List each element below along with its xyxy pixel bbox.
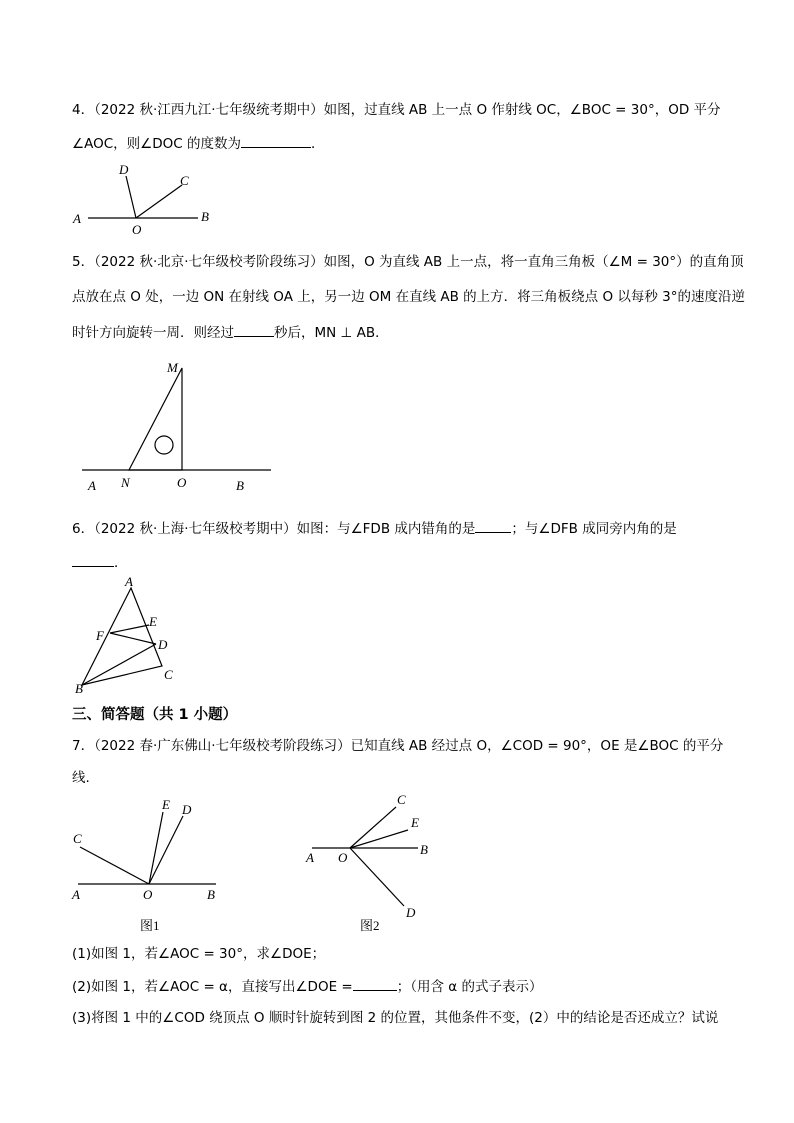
q5-label-n: N (121, 475, 130, 490)
q7-fig2-label-a: A (306, 850, 314, 865)
q4-ray-oc (136, 185, 182, 218)
q4-text-line2 (72, 133, 325, 153)
q6-triangle-abc (82, 588, 162, 685)
q7-sub-question-1: (1)如图 1，若∠AOC = 30°，求∠DOE； (72, 946, 326, 962)
q6-label-f: F (96, 628, 104, 643)
q5-label-m: M (167, 360, 178, 375)
q4-ray-od (126, 176, 136, 218)
q5-answer-blank (234, 322, 274, 337)
q7-fig1-label-c: C (73, 831, 82, 846)
q6-text-line1-start: 6．（2022 秋·上海·七年级校考期中）如图：与∠FDB 成内错角的是 (72, 521, 476, 537)
q7-fig2-label-b: B (420, 842, 428, 857)
q5-triangle (129, 368, 182, 470)
q7-fig2-caption: 图2 (360, 918, 380, 933)
q6-label-d: D (158, 637, 168, 652)
q7-sub-question-3: (3)将图 1 中的∠COD 绕顶点 O 顺时针旋转到图 2 的位置，其他条件不变，(2）中的结论是否还成立？试说 (72, 1010, 719, 1026)
q4-text-line1: 4．（2022 秋·江西九江·七年级统考期中）如图，过直线 AB 上一点 O 作射线 OC，∠BOC = 30°，OD 平分 (72, 102, 721, 118)
q7-figure-2 (300, 790, 440, 940)
q4-answer-blank (241, 133, 311, 148)
q6-answer-blank-2 (72, 552, 114, 567)
q7-sub-question-2 (72, 976, 542, 996)
q6-segment-fe (110, 625, 149, 633)
q6-label-a: A (125, 574, 133, 589)
q6-text-line1 (72, 518, 677, 538)
q6-text-line2 (72, 552, 128, 572)
q7-fig2-ray-od (350, 848, 404, 906)
q5-figure (78, 356, 278, 496)
q4-text-line2-end: ． (311, 136, 325, 152)
q7-fig1-caption: 图1 (140, 918, 160, 933)
q7-fig1-label-d: D (182, 802, 192, 817)
q7-sub2-start: (2)如图 1，若∠AOC = α，直接写出∠DOE = (72, 979, 353, 995)
q4-label-d: D (119, 162, 129, 177)
q4-label-a: A (73, 211, 81, 226)
q7-fig2-label-d: D (406, 905, 416, 920)
section-title: 三、简答题（共 1 小题） (72, 707, 238, 723)
q7-fig2-label-o: O (338, 850, 348, 865)
q7-figure-1 (66, 792, 236, 942)
q7-fig1-label-a: A (72, 887, 80, 902)
q4-figure (70, 158, 230, 238)
q4-text-line2-start: ∠AOC，则∠DOC 的度数为 (72, 136, 241, 152)
q6-answer-blank-1 (475, 518, 511, 533)
q7-text-line2: 线. (72, 770, 90, 786)
q7-fig1-ray-od (149, 816, 183, 884)
q4-label-c: C (180, 173, 189, 188)
q5-text-line2: 点放在点 O 处，一边 ON 在射线 OA 上，另一边 OM 在直线 AB 的上方．将三角板绕点 O 以每秒 3°的速度沿逆 (72, 289, 745, 305)
q7-fig2-label-e: E (411, 815, 419, 830)
q5-label-b: B (236, 478, 244, 493)
q5-text-line3 (72, 322, 389, 342)
q6-figure (70, 574, 190, 699)
q7-fig2-ray-oe (350, 830, 408, 848)
q7-fig1-label-e: E (162, 797, 170, 812)
q5-text-line3-end: 秒后，MN ⊥ AB． (274, 325, 389, 341)
q7-fig1-ray-oc (80, 847, 149, 884)
q6-segment-bd (82, 644, 156, 685)
q7-text-line1: 7．（2022 春·广东佛山·七年级校考阶段练习）已知直线 AB 经过点 O，∠COD = 90°，OE 是∠BOC 的平分 (72, 738, 724, 754)
q4-label-o: O (132, 222, 142, 237)
q7-fig1-ray-oe (149, 812, 163, 884)
q7-fig2-ray-oc (350, 807, 396, 848)
q6-text-line2-end: ． (114, 555, 128, 571)
q7-fig1-label-o: O (143, 887, 153, 902)
q7-fig2-label-c: C (397, 792, 406, 807)
q7-fig1-label-b: B (207, 887, 215, 902)
q6-label-e: E (149, 614, 157, 629)
q5-label-a: A (88, 478, 96, 493)
q6-label-b: B (75, 681, 83, 696)
q6-label-c: C (164, 667, 173, 682)
q7-sub2-end: ；（用含 α 的式子表示） (396, 979, 543, 995)
q5-label-o: O (177, 475, 187, 490)
q7-answer-blank (353, 976, 397, 991)
q5-text-line3-start: 时针方向旋转一周．则经过 (72, 325, 234, 341)
q6-text-line1-mid: ；与∠DFB 成同旁内角的是 (511, 521, 677, 537)
q5-text-line1: 5．（2022 秋·北京·七年级校考阶段练习）如图，O 为直线 AB 上一点，将一直角三角板（∠M = 30°）的直角顶 (72, 254, 744, 270)
q5-triangle-hole (155, 436, 173, 454)
q4-label-b: B (201, 209, 209, 224)
